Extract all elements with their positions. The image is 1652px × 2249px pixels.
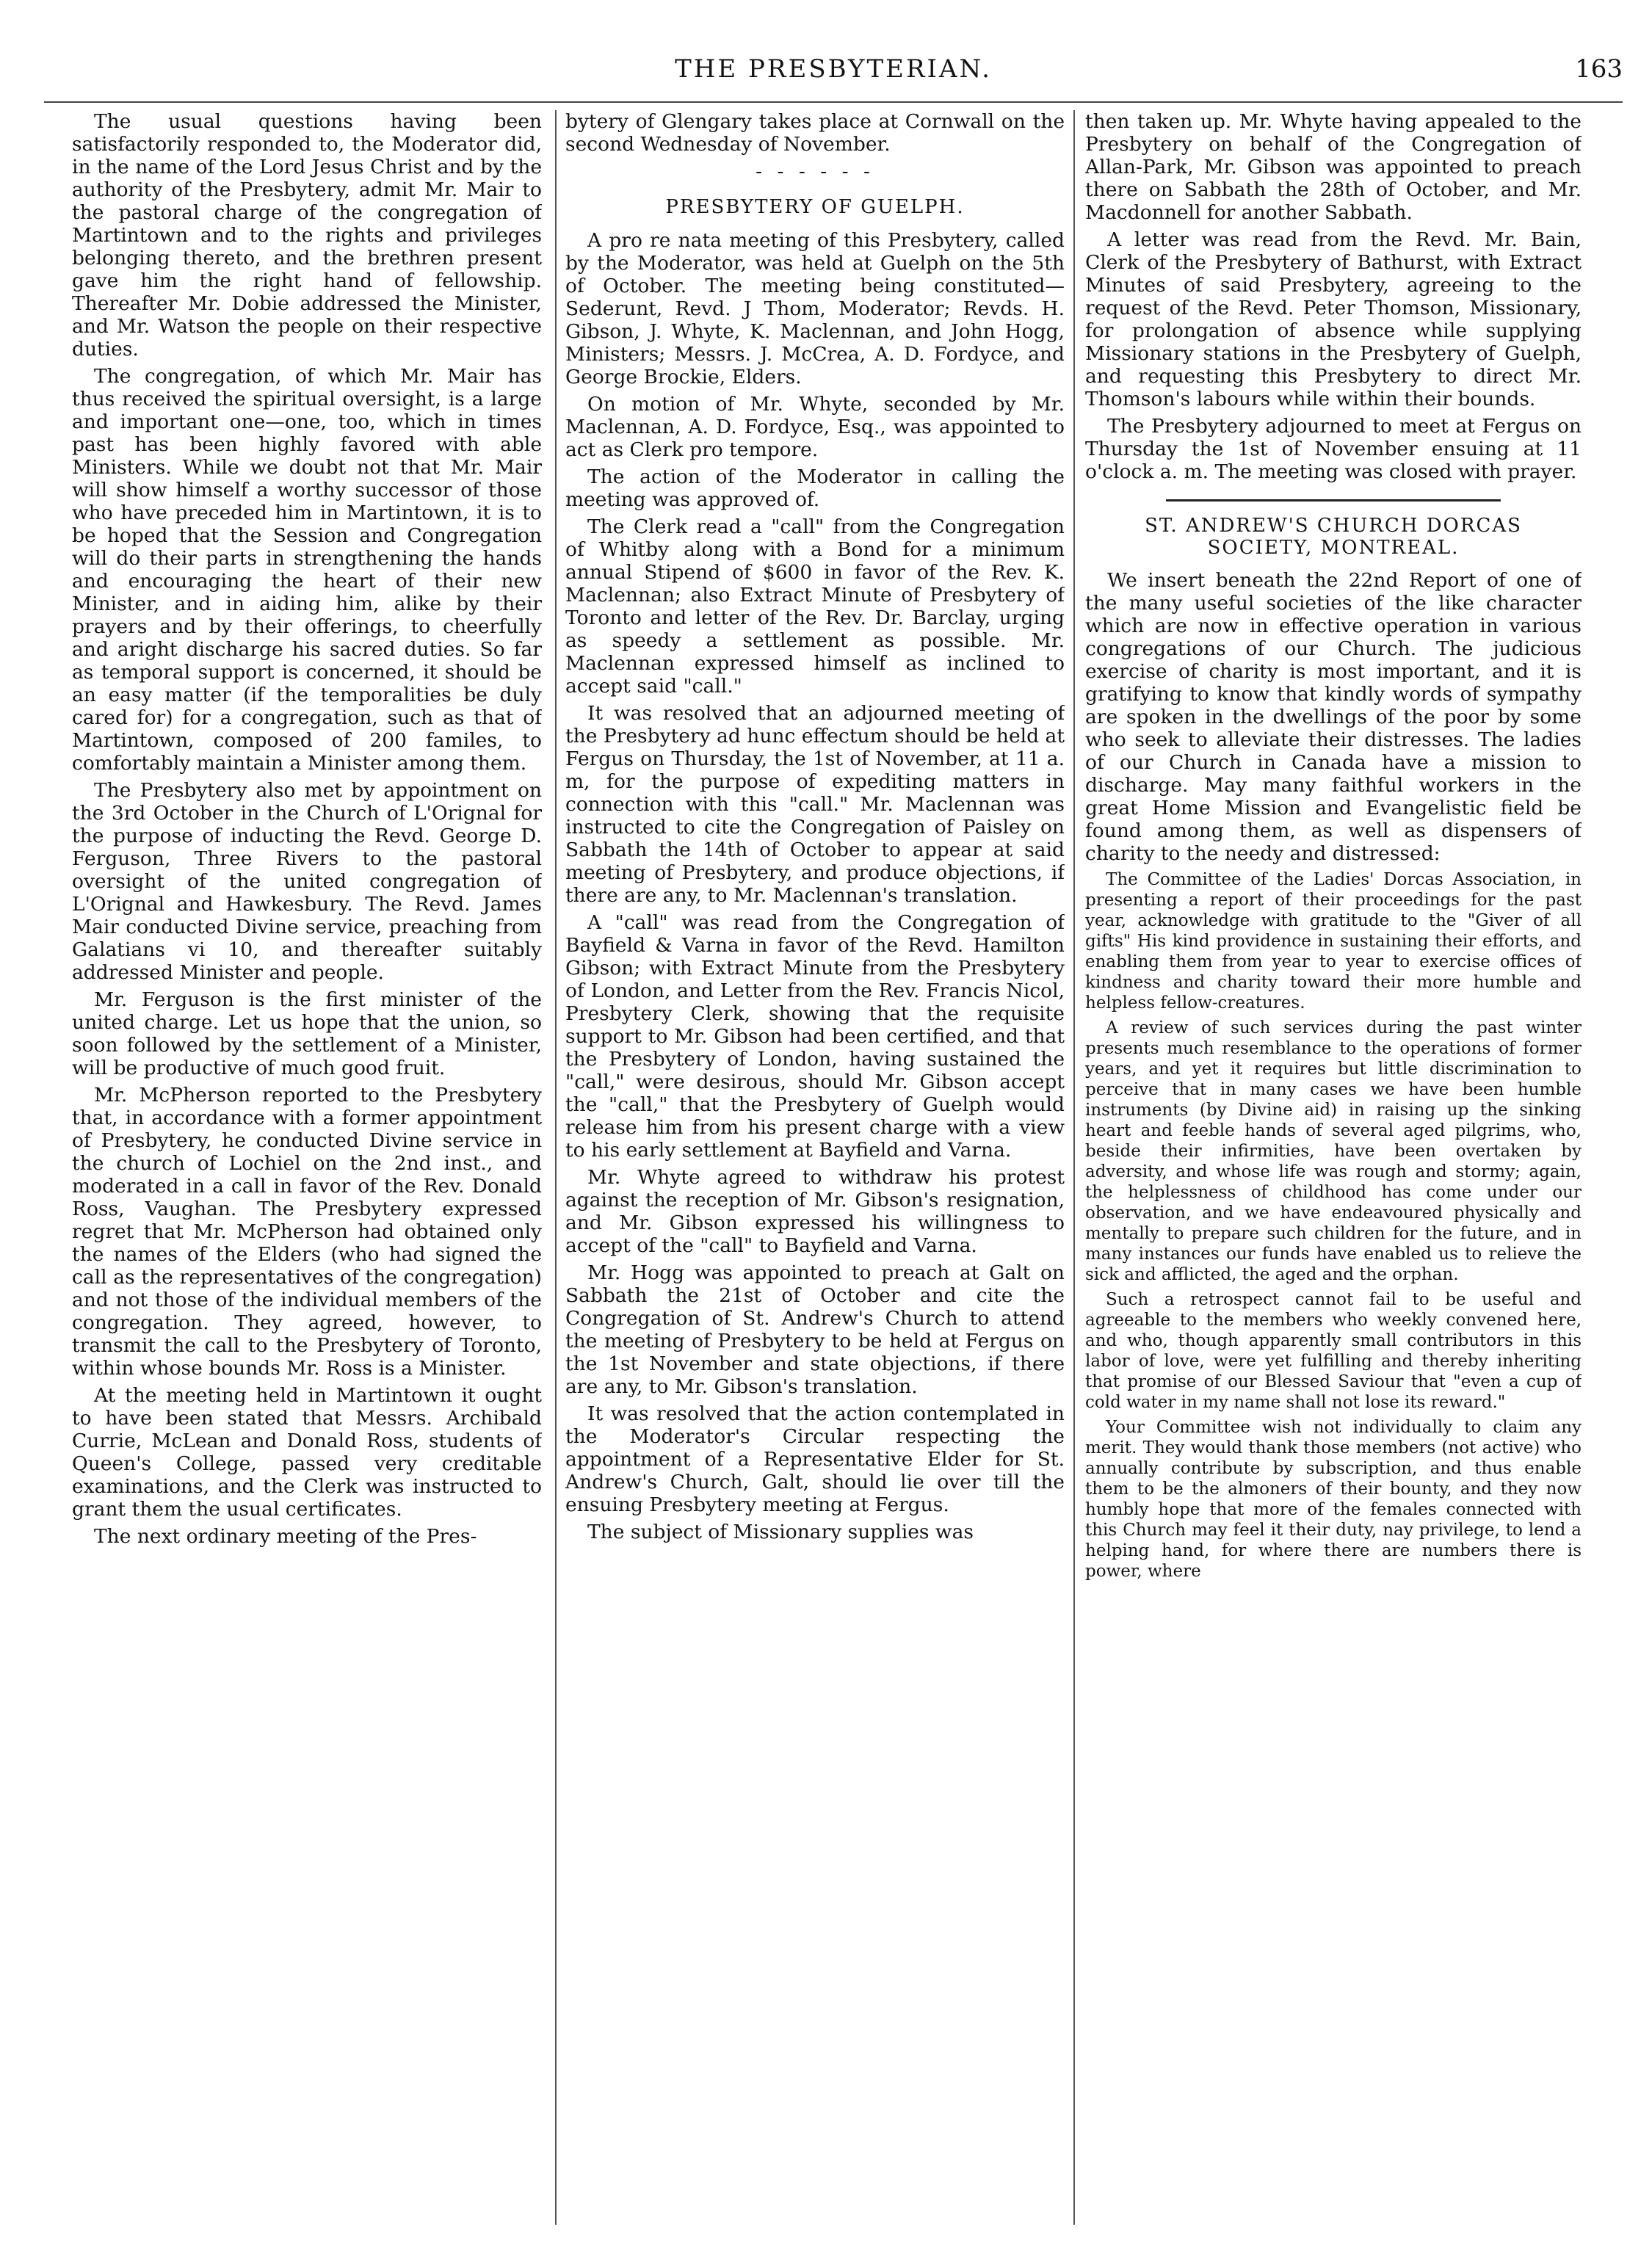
paragraph: Mr. McPherson reported to the Presbytery that, in accordance with a former appointment of Presbytery, he conducted Divine service in the church of Lochiel on the 2nd inst., and moderated in a call in favor of the Rev. Donald Ross, Vaughan. The Presbytery expressed regret that Mr. McPherson had obtained only the names of the Elders (who had signed the call as the representatives of the congregation) and not those of the individual members of the congregation. They agreed, however, to transmit the call to the Presbytery of Toronto, within whose bounds Mr. Ross is a Minister. <box>72 1084 542 1380</box>
paragraph: We insert beneath the 22nd Report of one of the many useful societies of the like character which are now in effective operation in various congregations of our Church. The judicious exercise of charity is most important, and it is gratifying to know that kindly words of sympathy are spoken in the dwellings of the poor by some who seek to alleviate their distresses. The ladies of our Church in Canada have a mission to discharge. May many faithful workers in the great Home Mission and Evangelistic field be found among them, as well as dispensers of charity to the needy and distressed: <box>1085 569 1582 865</box>
paragraph: Mr. Ferguson is the first minister of the united charge. Let us hope that the union, so soon followed by the settlement of a Minister, will be productive of much good fruit. <box>72 988 542 1079</box>
report-paragraph: Your Committee wish not individually to claim any merit. They would thank those members (not active) who annually contribute by subscription, and thus enable them to be the almoners of their bounty, and they now humbly hope that more of the females connected with this Church may feel it their duty, nay privilege, to lend a helping hand, for where there are numbers there is power, where <box>1085 1418 1582 1581</box>
publication-title: THE PRESBYTERIAN. <box>675 54 992 84</box>
paragraph: It was resolved that an adjourned meeting of the Presbytery ad hunc effectum should be held at Fergus on Thursday, the 1st of November, at 11 a. m, for the purpose of expediting matters in connection with this "call." Mr. Maclennan was instructed to cite the Congregation of Paisley on Sabbath the 14th of October to appear at said meeting of Presbytery, and produce objections, if there are any, to Mr. Maclennan's translation. <box>565 702 1065 907</box>
paragraph: A "call" was read from the Congregation of Bayfield & Varna in favor of the Revd. Hamilton Gibson; with Extract Minute from the Presbytery of London, and Letter from the Rev. Francis Nicol, Presbytery Clerk, showing that the requisite support to Mr. Gibson had been certified, and that the Presbytery of London, having sustained the "call," were desirous, should Mr. Gibson accept the "call," that the Presbytery of Guelph would release him from his present charge with a view to his early settlement at Bayfield and Varna. <box>565 911 1065 1162</box>
paragraph: On motion of Mr. Whyte, seconded by Mr. Maclennan, A. D. Fordyce, Esq., was appointed to act as Clerk pro tempore. <box>565 393 1065 461</box>
paragraph: It was resolved that the action contemplated in the Moderator's Circular respecting the appointment of a Representative Elder for St. Andrew's Church, Galt, should lie over till the ensuing Presbytery meeting at Fergus. <box>565 1402 1065 1516</box>
column-2 <box>565 110 1065 2232</box>
paragraph: The Presbytery also met by appointment on the 3rd October in the Church of L'Orignal for the purpose of inducting the Revd. George D. Ferguson, Three Rivers to the pastoral oversight of the united congregation of L'Orignal and Hawkesbury. The Revd. James Mair conducted Divine service, preaching from Galatians vi 10, and thereafter suitably addressed Minister and people. <box>72 779 542 984</box>
paragraph: Mr. Hogg was appointed to preach at Galt on Sabbath the 21st of October and cite the Congregation of St. Andrew's Church to attend the meeting of Presbytery to be held at Fergus on the 1st November and state objections, if there are any, to Mr. Gibson's translation. <box>565 1261 1065 1398</box>
report-quotation <box>1085 869 1582 1582</box>
paragraph: The subject of Missionary supplies was <box>587 1521 974 1543</box>
paragraph: A pro re nata meeting of this Presbytery, called by the Moderator, was held at Guelph on the 5th of October. The meeting being constituted—Sederunt, Revd. J Thom, Moderator; Revds. H. Gibson, J. Whyte, K. Maclennan, and John Hogg, Ministers; Messrs. J. McCrea, A. D. Fordyce, and George Brockie, Elders. <box>565 229 1065 388</box>
heading-line-2: SOCIETY, MONTREAL. <box>1207 537 1460 559</box>
header-rule <box>44 101 1623 103</box>
paragraph: At the meeting held in Martintown it ought to have been stated that Messrs. Archibald Currie, McLean and Donald Ross, students of Queen's College, passed very creditable examinations, and the Clerk was instructed to grant them the usual certificates. <box>72 1384 542 1521</box>
column-divider-1 <box>555 110 557 2225</box>
paragraph-continued: then taken up. Mr. Whyte having appealed to the Presbytery on behalf of the Congregation of Allan-Park, Mr. Gibson was appointed to preach there on Sabbath the 28th of October, and Mr. Macdonnell for another Sabbath. <box>1085 110 1582 224</box>
page-number: 163 <box>1575 54 1623 84</box>
section-heading-guelph: PRESBYTERY OF GUELPH. <box>665 196 965 218</box>
section-separator: - - - - - - <box>756 160 874 183</box>
paragraph: The action of the Moderator in calling the meeting was approved of. <box>565 466 1065 511</box>
paragraph: The congregation, of which Mr. Mair has thus received the spiritual oversight, is a large and important one—one, too, which in times past has been highly favored with able Ministers. While we doubt not that Mr. Mair will show himself a worthy successor of those who have preceded him in Martintown, it is to be hoped that the Session and Congregation will do their parts in strengthening the hands and encouraging the heart of their new Minister, and in aiding him, alike by their prayers and by their offerings, to cheerfully and aright discharge his sacred duties. So far as temporal support is concerned, it should be an easy matter (if the temporalities be duly cared for) for a congregation, such as that of Martintown, composed of 200 familes, to comfortably maintain a Minister among them. <box>72 365 542 775</box>
report-paragraph: A review of such services during the past winter presents much resemblance to the operations of former years, and yet it requires but little discrimination to perceive that in many cases we have been humble instruments (by Divine aid) in raising up the sinking heart and feeble hands of several aged pilgrims, who, beside their infirmities, have been overtaken by adversity, and whose life was rough and stormy; again, the helplessness of childhood has come under our observation, and we have endeavoured physically and mentally to prepare such children for the future, and in many instances our funds have enabled us to relieve the sick and afflicted, the aged and the orphan. <box>1085 1018 1582 1284</box>
paragraph-continued: bytery of Glengary takes place at Cornwall on the second Wednesday of November. <box>565 110 1065 156</box>
paragraph: The Clerk read a "call" from the Congregation of Whitby along with a Bond for a minimum annual Stipend of $600 in favor of the Rev. K. Maclennan; also Extract Minute of Presbytery of Toronto and letter of the Rev. Dr. Barclay, urging as speedy a settlement as possible. Mr. Maclennan expressed himself as inclined to accept said "call." <box>565 515 1065 698</box>
report-paragraph: Such a retrospect cannot fail to be useful and agreeable to the members who weekly convened here, and who, though apparently small contributors in this labor of love, were yet fulfilling and thereby inheriting that promise of our Blessed Saviour that "even a cup of cold water in my name shall not lose its reward." <box>1085 1290 1582 1412</box>
column-divider-2 <box>1073 110 1075 2225</box>
paragraph: The Presbytery adjourned to meet at Fergus on Thursday the 1st of November ensuing at 11 o'clock a. m. The meeting was closed with prayer. <box>1085 415 1582 483</box>
section-rule <box>1166 499 1501 501</box>
page-header <box>44 54 1623 98</box>
section-heading-dorcas <box>1085 515 1582 559</box>
paragraph: The usual questions having been satisfactorily responded to, the Moderator did, in the name of the Lord Jesus Christ and by the authority of the Presbytery, admit Mr. Mair to the pastoral charge of the congregation of Martintown and to the rights and privileges belonging thereto, and the brethren present gave him the right hand of fellowship. Thereafter Mr. Dobie addressed the Minister, and Mr. Watson the people on their respective duties. <box>72 110 542 361</box>
column-3 <box>1085 110 1582 2232</box>
paragraph: Mr. Whyte agreed to withdraw his protest against the reception of Mr. Gibson's resignation, and Mr. Gibson expressed his willingness to accept of the "call" to Bayfield and Varna. <box>565 1166 1065 1257</box>
paragraph: A letter was read from the Revd. Mr. Bain, Clerk of the Presbytery of Bathurst, with Extract Minutes of said Presbytery, agreeing to the request of the Revd. Peter Thomson, Missionary, for prolongation of absence while supplying Missionary stations in the Presbytery of Guelph, and requesting this Presbytery to direct Mr. Thomson's labours while within their bounds. <box>1085 228 1582 410</box>
paragraph: The next ordinary meeting of the Pres- <box>94 1525 477 1548</box>
column-1 <box>72 110 542 2232</box>
heading-line-1: ST. ANDREW'S CHURCH DORCAS <box>1145 515 1522 537</box>
report-paragraph: The Committee of the Ladies' Dorcas Association, in presenting a report of their proceedings for the past year, acknowledge with gratitude to the "Giver of all gifts" His kind providence in sustaining their efforts, and enabling them from year to year to exercise offices of kindness and charity toward their more humble and helpless fellow-creatures. <box>1085 870 1582 1013</box>
